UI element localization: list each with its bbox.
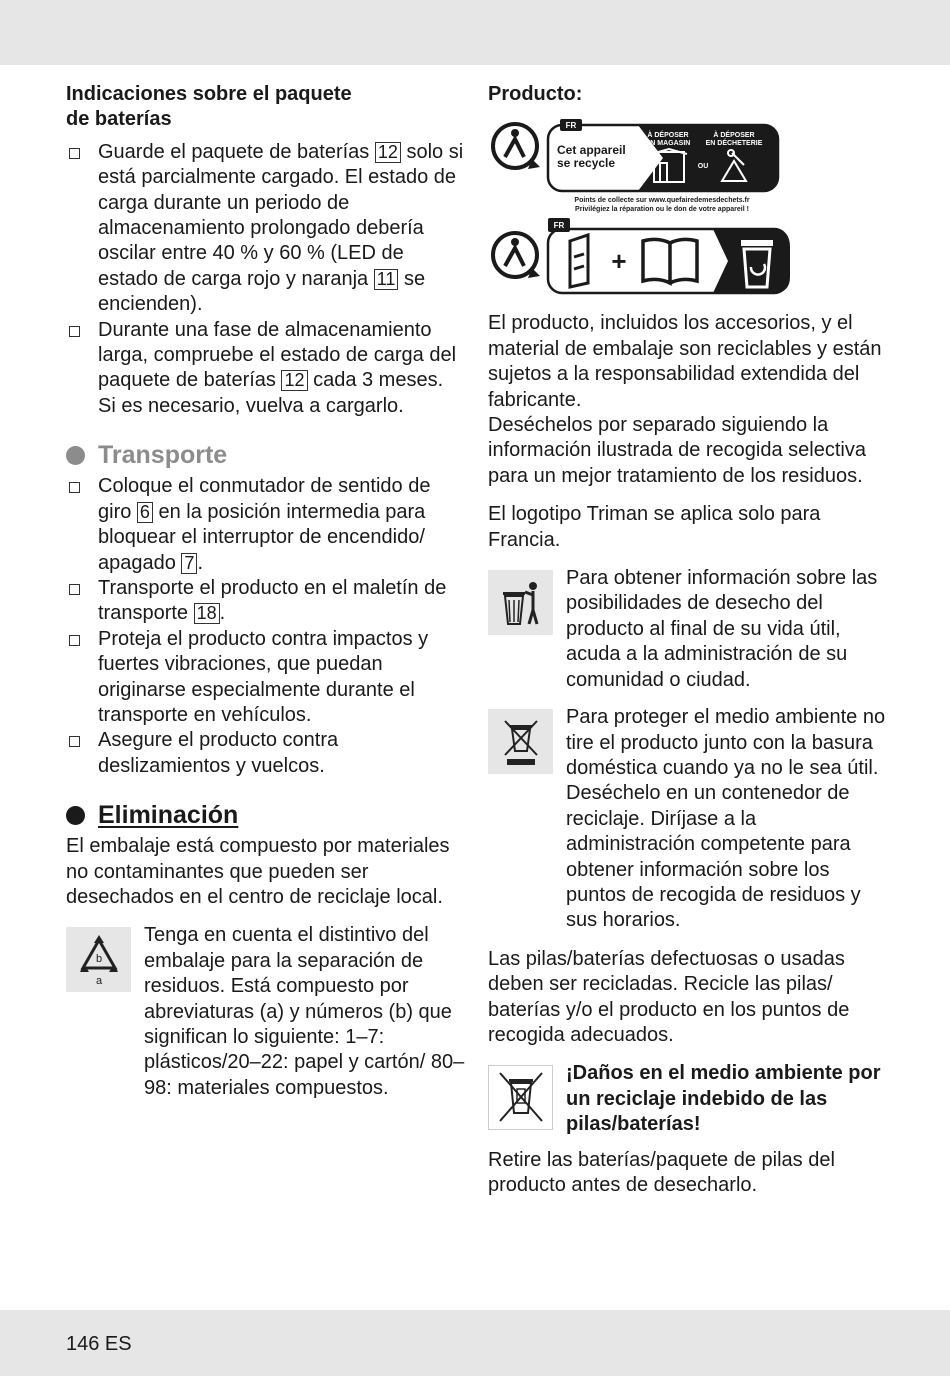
- product-heading: Producto:: [488, 83, 583, 105]
- crossed-bin-icon: [488, 709, 553, 774]
- section-disposal: [66, 799, 466, 831]
- list-item: Transporte el producto en el maletín de transporte 18 .: [66, 576, 466, 627]
- list-item: Coloque el conmutador de sentido de giro 6 en la posición intermedia para bloquear el interruptor de encendido/ apagado 7 .: [66, 474, 466, 576]
- svg-text:À DÉPOSER: À DÉPOSER: [647, 132, 689, 140]
- ref-number: 18: [194, 603, 220, 624]
- bullet-dot-icon: [66, 446, 85, 465]
- info-text-2: Para proteger el medio ambiente no tire el producto junto con la basura doméstica cuando ya no le sea útil. Deséchelo en un contenedor de reciclaje. Diríjase a la administración competente para obtener información sobre los puntos de recogida de residuos y sus horarios.: [566, 706, 886, 932]
- recycle-info: [66, 923, 466, 1101]
- ref-number: 12: [375, 142, 401, 163]
- right-column: [488, 82, 888, 1198]
- remove-battery-text: Retire las baterías/paquete de pilas del producto antes de desecharlo.: [488, 1148, 835, 1196]
- battery-heading: Indicaciones sobre el paquete de baterías: [66, 83, 352, 131]
- svg-text:FR: FR: [553, 221, 565, 231]
- list-item: Proteja el producto contra impactos y fuertes vibraciones, que puedan originarse especialmente durante el transporte en vehículos.: [66, 627, 466, 729]
- triman-icon: [493, 233, 540, 278]
- svg-text:+: +: [611, 246, 627, 277]
- recycle-text: Tenga en cuenta el distintivo del embalaje para la separación de residuos. Está compuesto por abreviaturas (a) y números (b) que significan lo siguiente: 1–7: plásticos/20–22: papel y cartón/ 80–98: materiales compuestos.: [144, 924, 465, 1099]
- svg-text:Points de collecte sur www.que: Points de collecte sur www.quefairedemesdechets.fr: [574, 197, 750, 205]
- section-title: Transporte: [98, 441, 228, 470]
- ref-number: 12: [281, 370, 307, 391]
- page-number: 146 ES: [66, 1333, 132, 1355]
- battery-list: [66, 140, 466, 419]
- transport-list: [66, 474, 466, 779]
- left-column: [66, 82, 466, 1101]
- bullet-dot-icon: [66, 806, 85, 825]
- trash-person-icon: [488, 570, 553, 635]
- svg-text:Cet appareil: Cet appareil: [557, 143, 626, 158]
- svg-text:OU: OU: [697, 163, 709, 171]
- svg-text:a: a: [95, 974, 102, 987]
- recycle-code-icon: [66, 927, 131, 992]
- section-title: Eliminación: [98, 801, 239, 830]
- ref-number: 11: [374, 269, 399, 290]
- triman-note: El logotipo Triman se aplica solo para Francia.: [488, 503, 821, 551]
- product-paragraph-2: Deséchelos por separado siguiendo la información ilustrada de recogida selectiva para un mejor tratamiento de los residuos.: [488, 414, 866, 487]
- svg-text:Privilégiez la réparation ou l: Privilégiez la réparation ou le don de votre appareil !: [575, 206, 749, 214]
- header-bar: [0, 0, 950, 65]
- svg-text:b: b: [95, 952, 102, 965]
- battery-recycle-text: Las pilas/baterías defectuosas o usadas deben ser recicladas. Recicle las pilas/ baterías y/o el producto en los puntos de recogida adecuados.: [488, 947, 850, 1046]
- disposal-info-1: [488, 566, 888, 693]
- triman-logo-packaging: [488, 217, 798, 299]
- disposal-info-2: [488, 705, 888, 934]
- section-transport: [66, 439, 466, 471]
- list-item: Guarde el paquete de baterías 12 solo si está parcialmente cargado. El estado de carga durante un periodo de almacenamiento prolongado debería oscilar entre 40 % y 60 % (LED de estado de carga rojo y naranja 11 se encienden).: [66, 140, 466, 318]
- list-item: Durante una fase de almacenamiento larga, compruebe el estado de carga del paquete de baterías 12 cada 3 meses. Si es necesario, vuelva a cargarlo.: [66, 318, 466, 420]
- warning-text: ¡Daños en el medio ambiente por un reciclaje indebido de las pilas/baterías!: [566, 1062, 881, 1136]
- info-text-1: Para obtener información sobre las posibilidades de desecho del producto al final de su vida útil, acuda a la administración de su comunidad o ciudad.: [566, 567, 878, 691]
- ref-number: 6: [137, 502, 153, 523]
- crossed-bin-battery-icon: [488, 1065, 553, 1130]
- product-paragraph-1: El producto, incluidos los accesorios, y el material de embalaje son reciclables y están sujetos a la responsabilidad extendida del fabricante.: [488, 312, 882, 411]
- battery-warning: [488, 1061, 888, 1137]
- triman-logo-device: [488, 119, 788, 215]
- ref-number: 7: [181, 553, 197, 574]
- svg-text:À DÉPOSER: À DÉPOSER: [713, 132, 755, 140]
- footer-bar: [0, 1310, 950, 1376]
- svg-text:FR: FR: [565, 121, 577, 131]
- svg-text:EN DÉCHETERIE: EN DÉCHETERIE: [705, 140, 763, 148]
- list-item: Asegure el producto contra deslizamientos y vuelcos.: [66, 728, 466, 779]
- svg-text:EN MAGASIN: EN MAGASIN: [645, 140, 691, 148]
- triman-icon: [493, 124, 540, 169]
- svg-text:se recycle: se recycle: [557, 156, 616, 171]
- disposal-text: El embalaje está compuesto por materiales no contaminantes que pueden ser desechados en el centro de reciclaje local.: [66, 835, 450, 908]
